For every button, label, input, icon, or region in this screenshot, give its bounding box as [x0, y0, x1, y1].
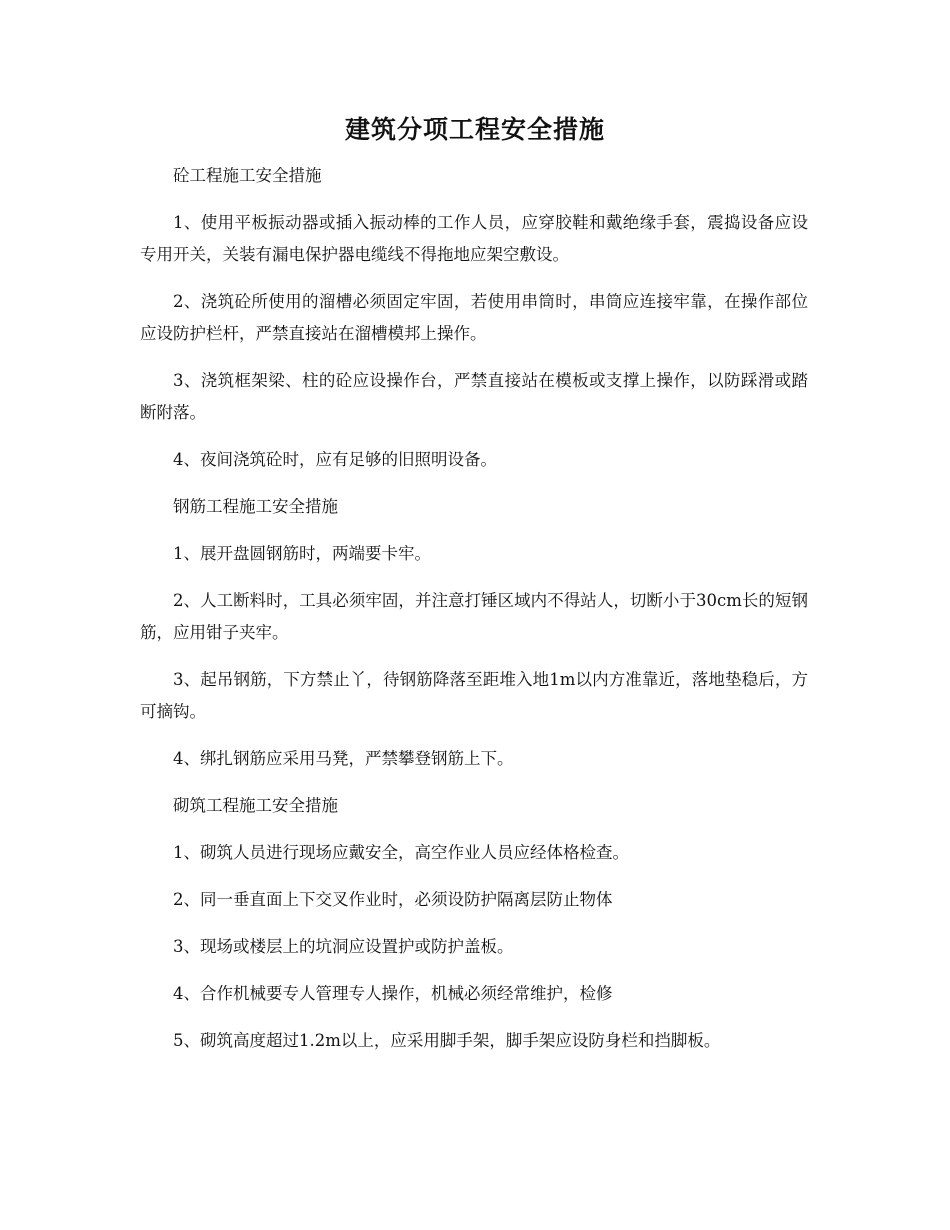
paragraph: 3、起吊钢筋，下方禁止丫，待钢筋降落至距堆入地1m以内方准靠近，落地垫稳后，方可摘钩。 — [140, 670, 808, 721]
paragraph: 2、浇筑砼所使用的溜槽必须固定牢固，若使用串筒时，串筒应连接牢靠，在操作部位应设防护栏杆，严禁直接站在溜槽模邦上操作。 — [140, 292, 808, 343]
paragraph: 3、现场或楼层上的坑洞应设置护或防护盖板。 — [173, 937, 514, 956]
paragraph: 4、绑扎钢筋应采用马凳，严禁攀登钢筋上下。 — [173, 749, 514, 768]
section-heading-rebar: 钢筋工程施工安全措施 — [173, 497, 338, 516]
paragraph: 5、砌筑高度超过1.2m以上，应采用脚手架，脚手架应设防身栏和挡脚板。 — [173, 1031, 721, 1050]
section-heading-concrete: 砼工程施工安全措施 — [173, 166, 322, 185]
paragraph: 1、砌筑人员进行现场应戴安全，高空作业人员应经体格检查。 — [173, 843, 629, 862]
document-title: 建筑分项工程安全措施 — [344, 115, 605, 144]
document-body — [140, 160, 808, 1057]
paragraph: 2、同一垂直面上下交叉作业时，必须设防护隔离层防止物体 — [173, 890, 613, 909]
paragraph: 2、人工断料时，工具必须牢固，并注意打锤区域内不得站人，切断小于30cm长的短钢筋，应用钳子夹牢。 — [140, 591, 808, 642]
paragraph: 3、浇筑框架梁、柱的砼应设操作台，严禁直接站在模板或支撑上操作，以防踩滑或踏断附落。 — [140, 371, 808, 422]
paragraph: 4、夜间浇筑砼时，应有足够的旧照明设备。 — [173, 450, 497, 469]
section-heading-masonry: 砌筑工程施工安全措施 — [173, 796, 338, 815]
paragraph: 4、合作机械要专人管理专人操作，机械必须经常维护，检修 — [173, 984, 613, 1003]
paragraph: 1、使用平板振动器或插入振动棒的工作人员，应穿胶鞋和戴绝缘手套，震捣设备应设专用开关，关装有漏电保护器电缆线不得拖地应架空敷设。 — [140, 213, 808, 264]
paragraph: 1、展开盘圆钢筋时，两端要卡牢。 — [173, 544, 431, 563]
